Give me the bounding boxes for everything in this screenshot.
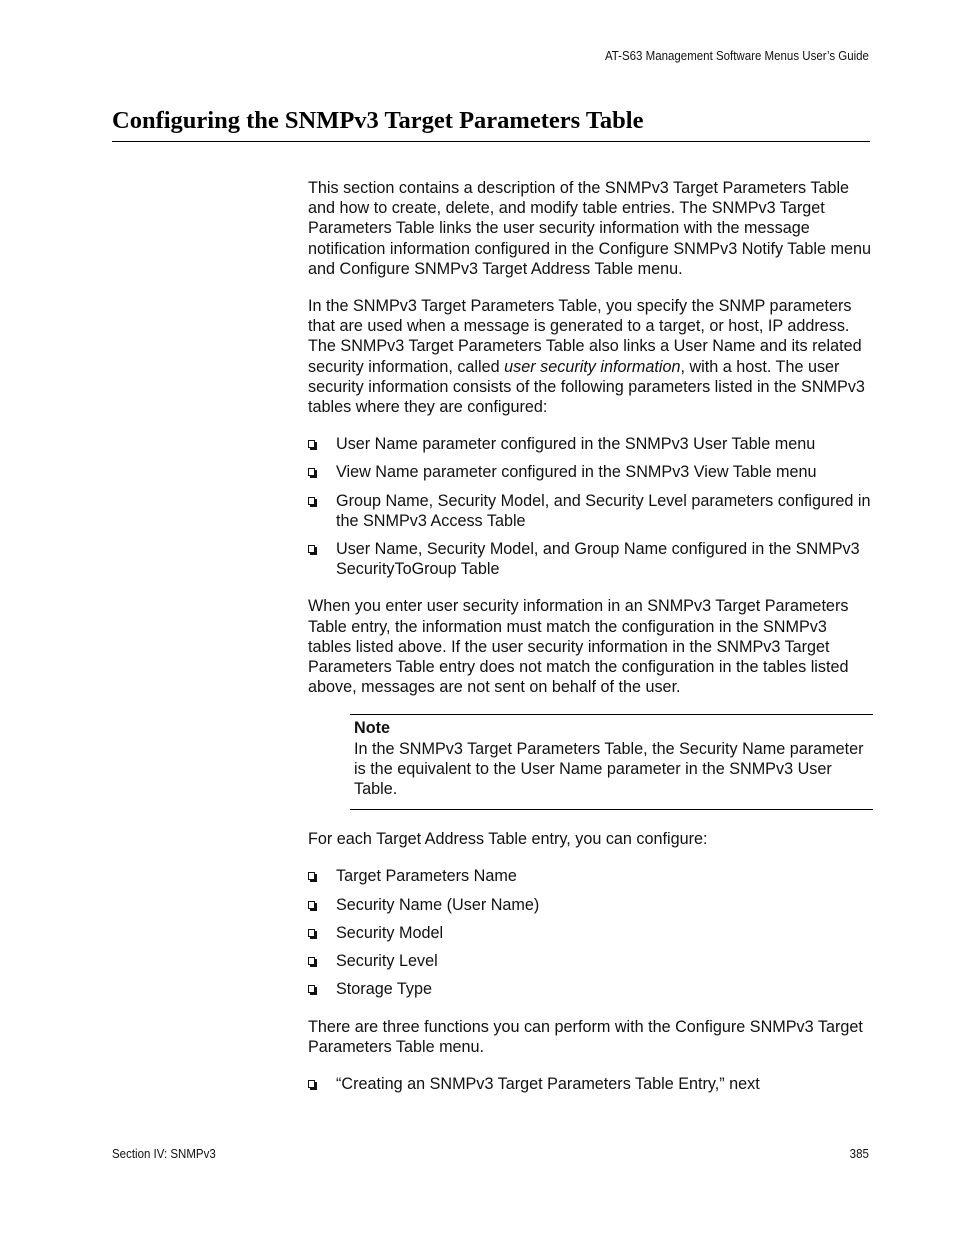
square-bullet-icon	[308, 985, 315, 993]
list-item	[308, 1074, 873, 1094]
note-label: Note	[354, 719, 390, 738]
list-item-text: Storage Type	[336, 980, 432, 999]
list-item-text: Security Model	[336, 923, 444, 942]
list-item	[308, 951, 873, 971]
square-bullet-icon	[308, 440, 315, 448]
square-bullet-icon	[308, 872, 315, 880]
body-content	[308, 178, 873, 1111]
cross-reference-link[interactable]: “Creating an SNMPv3 Target Parameters Table Entry,” next	[336, 1074, 760, 1093]
page-number: 385	[849, 1147, 869, 1161]
list-item	[308, 866, 873, 886]
square-bullet-icon	[308, 468, 315, 476]
square-bullet-icon	[308, 929, 315, 937]
list-item-text: Group Name, Security Model, and Security Level parameters configured in the SNMPv3 Access Table	[336, 491, 871, 530]
list-item-text: Target Parameters Name	[336, 867, 517, 886]
parameters-paragraph-text-start: In the SNMPv3 Target Parameters Table, you specify the SNMP parameters that are used when a message is generated to a target, or host, IP address. The SNMPv3 Target Parameters Table also links a User Name and its related security information, called	[308, 297, 862, 376]
parameters-paragraph-text-end: , with a host. The user security information consists of the following parameters listed in the SNMPv3 tables where they are configured:	[308, 357, 865, 417]
emphasized-term: user security information	[504, 357, 681, 376]
square-bullet-icon	[308, 957, 315, 965]
note-text: In the SNMPv3 Target Parameters Table, the Security Name parameter is the equivalent to the User Name parameter in the SNMPv3 User Table.	[354, 739, 864, 799]
square-bullet-icon	[308, 1080, 315, 1088]
list-item-text: User Name parameter configured in the SNMPv3 User Table menu	[336, 435, 816, 454]
intro-paragraph: This section contains a description of the SNMPv3 Target Parameters Table and how to create, delete, and modify table entries. The SNMPv3 Target Parameters Table links the user security information with the message notification information configured in the Configure SNMPv3 Notify Table menu and Configure SNMPv3 Target Address Table menu.	[308, 179, 871, 278]
list-item-text: User Name, Security Model, and Group Name configured in the SNMPv3 SecurityToGroup Table	[336, 540, 860, 579]
matching-paragraph: When you enter user security information in an SNMPv3 Target Parameters Table entry, the information must match the configuration in the SNMPv3 tables listed above. If the user security information in the SNMPv3 Target Parameters Table entry does not match the configuration in the tables listed above, messages are not sent on behalf of the user.	[308, 597, 849, 697]
running-header: AT-S63 Management Software Menus User’s Guide	[605, 49, 869, 63]
security-info-list	[308, 434, 873, 579]
configurable-fields-list	[308, 866, 873, 999]
page-title: Configuring the SNMPv3 Target Parameters Table	[112, 107, 644, 134]
list-item	[308, 895, 873, 915]
square-bullet-icon	[308, 901, 315, 909]
list-item-text: View Name parameter configured in the SNMPv3 View Table menu	[336, 463, 817, 482]
title-block	[112, 106, 870, 142]
list-item-text: Security Level	[336, 952, 438, 971]
list-item	[308, 434, 873, 454]
functions-paragraph: There are three functions you can perform with the Configure SNMPv3 Target Parameters Table menu.	[308, 1017, 863, 1056]
note-box	[350, 714, 873, 810]
square-bullet-icon	[308, 497, 315, 505]
list-item	[308, 462, 873, 482]
square-bullet-icon	[308, 545, 315, 553]
footer-section: Section IV: SNMPv3	[112, 1147, 216, 1161]
parameters-paragraph	[308, 296, 873, 417]
running-footer	[112, 1147, 869, 1161]
list-item	[308, 979, 873, 999]
functions-list	[308, 1074, 873, 1094]
list-item	[308, 491, 873, 531]
list-item	[308, 923, 873, 943]
list-item	[308, 539, 873, 579]
list-item-text: Security Name (User Name)	[336, 895, 540, 914]
configure-paragraph: For each Target Address Table entry, you can configure:	[308, 830, 708, 849]
